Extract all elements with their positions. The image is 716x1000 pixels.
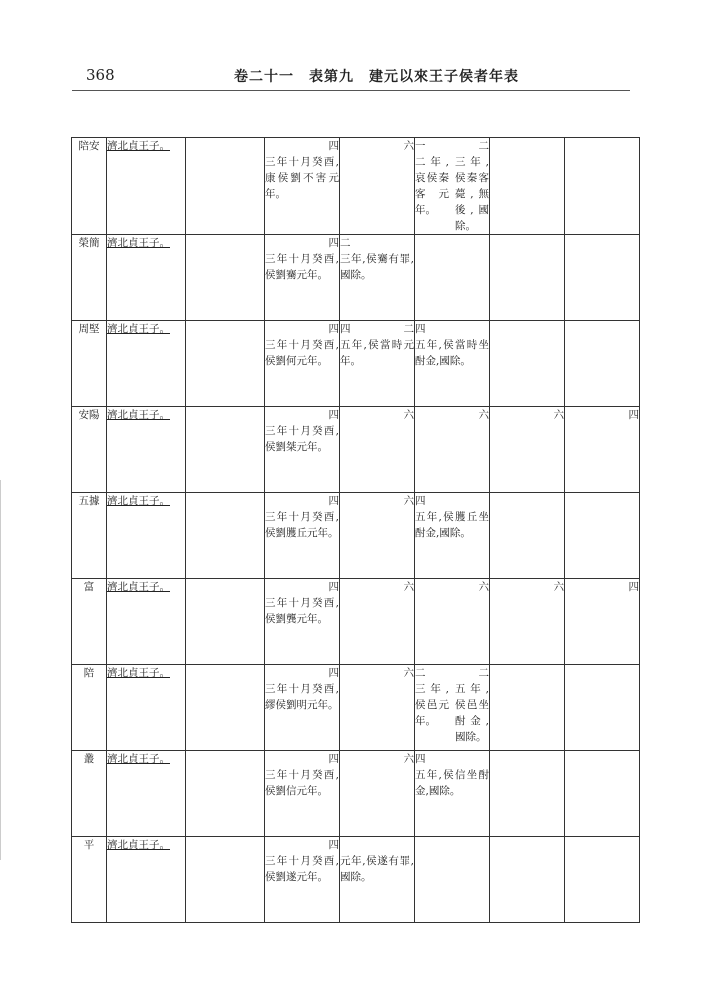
year-count: 二: [403, 323, 414, 335]
reign-cell-y1: [265, 493, 340, 579]
reign-cell-y5: [565, 837, 640, 923]
reign-cell-y3: [415, 407, 490, 493]
fief-name-cell: [72, 665, 107, 751]
year-count: 六: [553, 409, 564, 421]
reign-cell-y1: [265, 751, 340, 837]
relation-cell: [107, 138, 186, 235]
relation-text: 濟北貞王子。: [107, 409, 170, 421]
table-row: [72, 751, 640, 837]
year-count: 六: [403, 409, 414, 421]
reign-cell-y3: [415, 665, 490, 751]
reign-cell-y1: [265, 579, 340, 665]
table-row: [72, 407, 640, 493]
year-count: 六: [478, 581, 489, 593]
year-count: 四: [415, 495, 426, 507]
fief-name-cell: [72, 837, 107, 923]
year-count: 二: [478, 140, 489, 152]
marquis-chronology-table: [71, 137, 640, 923]
year-count: 四: [328, 495, 339, 507]
year-count: 六: [403, 753, 414, 765]
entry-text: 元年,侯遂有罪,國除。: [340, 855, 414, 883]
year-count: [490, 138, 564, 154]
year-count: 六: [553, 581, 564, 593]
reign-cell-y3: [415, 493, 490, 579]
year-count: 四: [415, 323, 426, 335]
reign-cell-y2: [340, 407, 415, 493]
year-count: [490, 665, 564, 681]
reign-cell-y3: [415, 321, 490, 407]
year-count: 四: [328, 409, 339, 421]
split-right: [455, 665, 489, 745]
year-count: 二: [415, 667, 426, 679]
year-count: 六: [403, 581, 414, 593]
split-left: [415, 665, 449, 745]
reign-cell-y5: [565, 665, 640, 751]
reign-cell-y1: [265, 138, 340, 235]
reign-cell-y2: [340, 235, 415, 321]
entry-text: 五年,侯信坐酎金,國除。: [415, 769, 489, 797]
relation-text: 濟北貞王子。: [107, 495, 170, 507]
blank-cell: [186, 138, 265, 235]
reign-cell-y1: [265, 235, 340, 321]
reign-cell-y4: [490, 837, 565, 923]
reign-cell-y2: [340, 138, 415, 235]
relation-text: 濟北貞王子。: [107, 839, 170, 851]
entry-text: 三年十月癸酉,康侯劉不害元年。: [265, 156, 339, 200]
year-count: 六: [403, 140, 414, 152]
reign-cell-y2: [340, 321, 415, 407]
blank-cell: [186, 579, 265, 665]
fief-name-cell: [72, 493, 107, 579]
year-count: [490, 235, 564, 251]
reign-cell-y3: [415, 751, 490, 837]
reign-cell-y5: [565, 407, 640, 493]
year-count: 四: [328, 581, 339, 593]
reign-cell-y4: [490, 493, 565, 579]
entry-text: 三年十月癸酉,侯劉何元年。: [265, 339, 339, 367]
table-row: [72, 493, 640, 579]
fief-name-cell: [72, 407, 107, 493]
year-count: [565, 321, 639, 337]
entry-text: 三年十月癸酉,侯劉龔元年。: [265, 597, 339, 625]
relation-text: 濟北貞王子。: [107, 140, 170, 152]
entry-text: 三年,侯秦客薨,無後,國除。: [454, 156, 489, 232]
entry-text: 二年,哀侯秦客元年。: [415, 156, 450, 216]
reign-cell-y2: [340, 493, 415, 579]
year-count: [415, 837, 489, 853]
year-count: 六: [403, 667, 414, 679]
entry-text: 五年,侯邑坐酎金,國除。: [454, 683, 489, 743]
reign-cell-y5: [565, 493, 640, 579]
split-left: [415, 138, 449, 234]
year-count: [565, 665, 639, 681]
relation-text: 濟北貞王子。: [107, 323, 170, 335]
reign-cell-y5: [565, 579, 640, 665]
reign-cell-y5: [565, 751, 640, 837]
relation-cell: [107, 579, 186, 665]
blank-cell: [186, 407, 265, 493]
fief-name: 榮簡: [78, 237, 100, 249]
reign-cell-y2: [340, 837, 415, 923]
table-row: [72, 837, 640, 923]
year-count: 二: [478, 667, 489, 679]
year-count-pair: [340, 321, 414, 337]
relation-cell: [107, 837, 186, 923]
fief-name-cell: [72, 751, 107, 837]
entry-text: 三年十月癸酉,侯劉遂元年。: [265, 855, 339, 883]
reign-cell-y4: [490, 665, 565, 751]
fief-name: 安陽: [78, 409, 100, 421]
year-count: 六: [478, 409, 489, 421]
entry-text: 三年,侯騫有罪,國除。: [340, 253, 414, 281]
reign-cell-y2: [340, 751, 415, 837]
year-count: 六: [403, 495, 414, 507]
table-row: [72, 579, 640, 665]
year-count: 四: [415, 753, 426, 765]
fief-name: 叢: [83, 753, 95, 765]
entry-text: 五年,侯當時坐酎金,國除。: [415, 339, 489, 367]
table-row: [72, 235, 640, 321]
table-row: [72, 321, 640, 407]
fief-name: 五據: [78, 495, 100, 507]
reign-cell-y2: [340, 665, 415, 751]
year-count: 四: [328, 839, 339, 851]
page-header: [72, 66, 628, 90]
fief-name: 周堅: [78, 323, 100, 335]
relation-cell: [107, 665, 186, 751]
running-title: 卷二十一 表第九 建元以來王子侯者年表: [234, 69, 519, 85]
year-count: [490, 321, 564, 337]
entry-text: 三年十月癸酉,侯劉騫元年。: [265, 253, 339, 281]
reign-cell-y3: [415, 138, 490, 235]
year-count: [565, 837, 639, 853]
relation-cell: [107, 407, 186, 493]
year-count: [490, 493, 564, 509]
year-count: [565, 235, 639, 251]
entry-text: 三年十月癸酉,侯劉桀元年。: [265, 425, 339, 453]
fief-name: 陪安: [78, 140, 100, 152]
fief-name: 富: [83, 581, 95, 593]
year-count: [340, 837, 414, 853]
year-count: 四: [628, 409, 639, 421]
year-count: 四: [328, 323, 339, 335]
year-count: 四: [328, 753, 339, 765]
entry-text: 五年,侯當時元年。: [340, 339, 414, 367]
year-count: 四: [340, 323, 351, 335]
reign-cell-y1: [265, 837, 340, 923]
table-row: [72, 138, 640, 235]
relation-text: 濟北貞王子。: [107, 581, 170, 593]
year-count: [490, 751, 564, 767]
entry-text: 三年十月癸酉,侯劉臒丘元年。: [265, 511, 339, 539]
year-count: 一: [415, 140, 426, 152]
reign-cell-y5: [565, 235, 640, 321]
reign-cell-y4: [490, 235, 565, 321]
relation-cell: [107, 751, 186, 837]
header-rule: [72, 90, 630, 91]
relation-cell: [107, 321, 186, 407]
split-entry: [415, 138, 489, 234]
reign-cell-y1: [265, 665, 340, 751]
reign-cell-y3: [415, 579, 490, 665]
year-count: 二: [340, 237, 351, 249]
entry-text: 三年,侯邑元年。: [415, 683, 450, 727]
year-count: 四: [328, 237, 339, 249]
year-count: [490, 837, 564, 853]
year-count: [415, 235, 489, 251]
blank-cell: [186, 837, 265, 923]
relation-text: 濟北貞王子。: [107, 667, 170, 679]
relation-cell: [107, 493, 186, 579]
reign-cell-y4: [490, 407, 565, 493]
year-count: 四: [328, 140, 339, 152]
year-count: 四: [628, 581, 639, 593]
year-count: [565, 138, 639, 154]
reign-cell-y5: [565, 321, 640, 407]
year-count: 四: [328, 667, 339, 679]
blank-cell: [186, 665, 265, 751]
reign-cell-y5: [565, 138, 640, 235]
page-number: 368: [86, 66, 115, 84]
split-right: [455, 138, 489, 234]
fief-name-cell: [72, 138, 107, 235]
blank-cell: [186, 321, 265, 407]
blank-cell: [186, 493, 265, 579]
reign-cell-y4: [490, 579, 565, 665]
relation-cell: [107, 235, 186, 321]
fief-name-cell: [72, 579, 107, 665]
blank-cell: [186, 235, 265, 321]
reign-cell-y4: [490, 321, 565, 407]
relation-text: 濟北貞王子。: [107, 753, 170, 765]
year-count: [565, 751, 639, 767]
fief-name: 陪: [83, 667, 95, 679]
reign-cell-y1: [265, 321, 340, 407]
fief-name-cell: [72, 235, 107, 321]
reign-cell-y3: [415, 837, 490, 923]
split-entry: [415, 665, 489, 745]
blank-cell: [186, 751, 265, 837]
entry-text: 三年十月癸酉,繆侯劉明元年。: [265, 683, 339, 711]
entry-text: 五年,侯臒丘坐酎金,國除。: [415, 511, 489, 539]
reign-cell-y2: [340, 579, 415, 665]
table-row: [72, 665, 640, 751]
relation-text: 濟北貞王子。: [107, 237, 170, 249]
reign-cell-y3: [415, 235, 490, 321]
reign-cell-y4: [490, 138, 565, 235]
fief-name-cell: [72, 321, 107, 407]
year-count: [565, 493, 639, 509]
reign-cell-y1: [265, 407, 340, 493]
fief-name: 平: [83, 839, 95, 851]
entry-text: 三年十月癸酉,侯劉信元年。: [265, 769, 339, 797]
scan-edge-mark: [0, 480, 1, 860]
reign-cell-y4: [490, 751, 565, 837]
